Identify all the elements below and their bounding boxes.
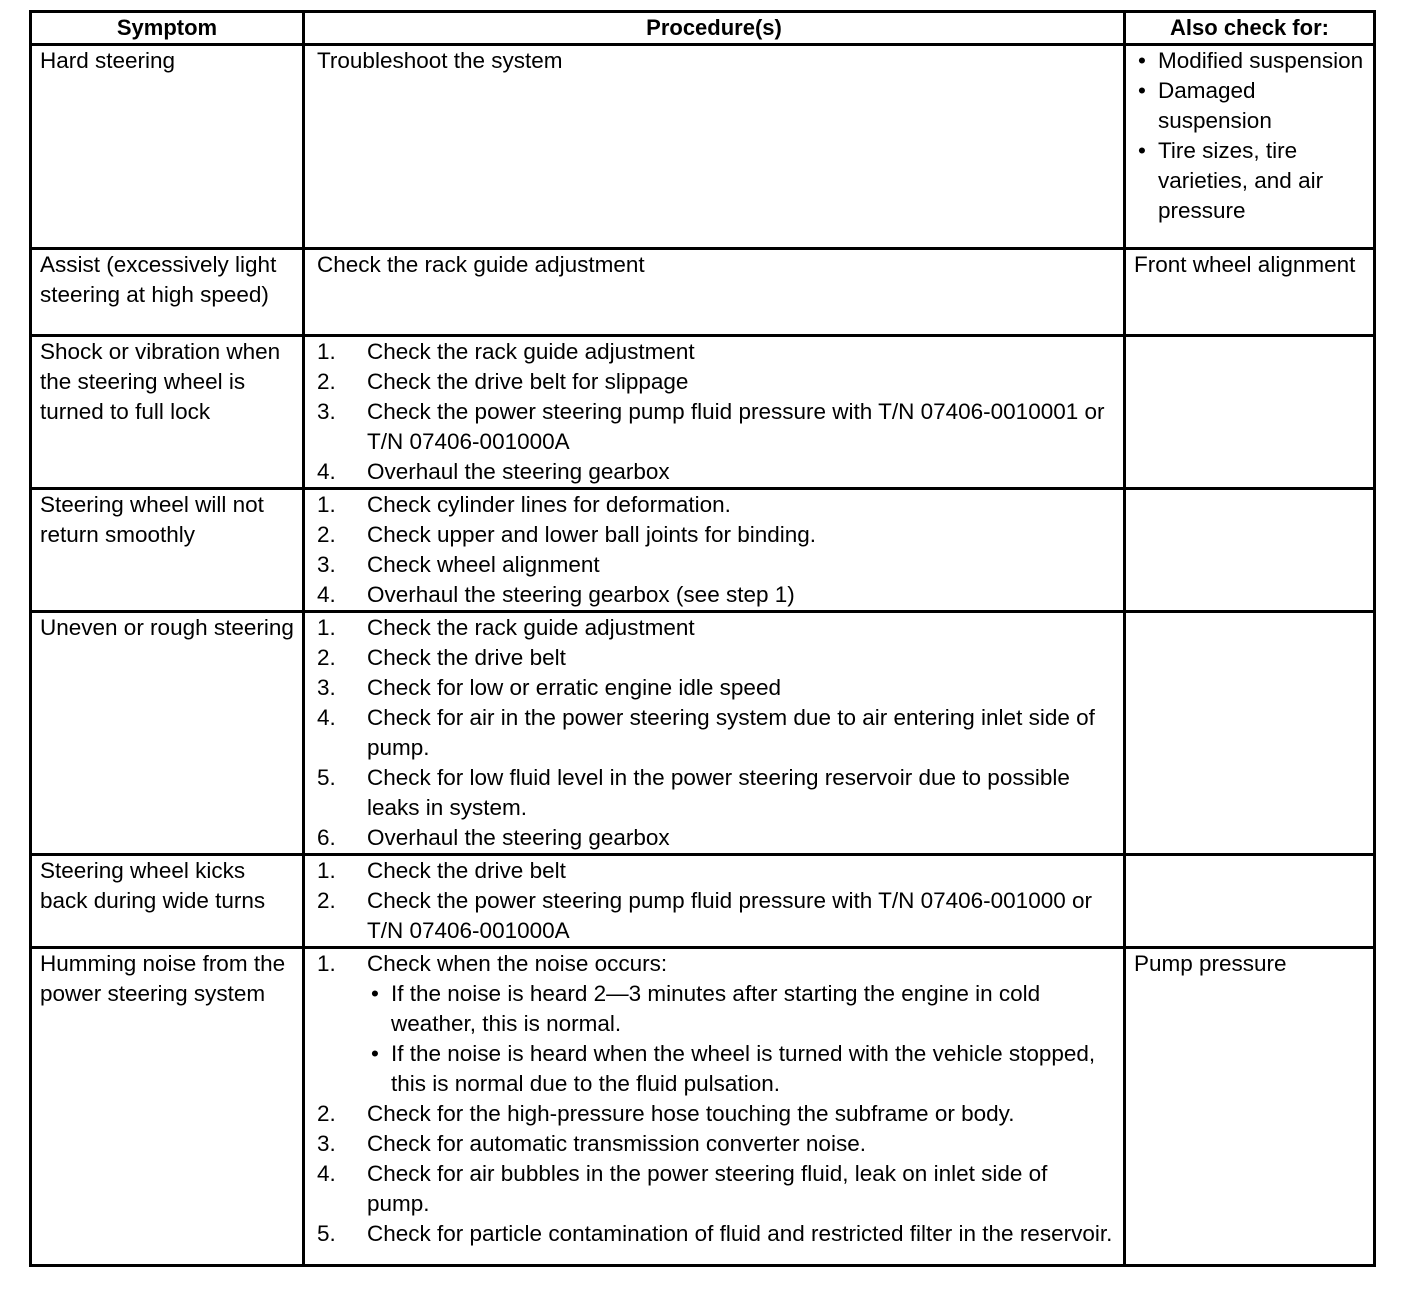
list-item: [317, 823, 1115, 853]
list-item: [317, 673, 1115, 703]
list-item: [317, 643, 1115, 673]
table-row: [31, 45, 1375, 249]
procedure-cell: [304, 489, 1125, 612]
step-number: 4.: [317, 705, 336, 730]
also-check-cell: Front wheel alignment: [1125, 249, 1375, 336]
step-text: Check for the high-pressure hose touching the subframe or body.: [367, 1101, 1015, 1126]
step-text: Check wheel alignment: [367, 552, 600, 577]
also-check-list: [1134, 46, 1365, 226]
step-text: Check for air bubbles in the power steering fluid, leak on inlet side of pump.: [367, 1161, 1048, 1216]
step-number: 2.: [317, 645, 336, 670]
list-item: • Damaged suspension: [1134, 76, 1365, 136]
step-text: Check the rack guide adjustment: [367, 615, 695, 640]
step-text: Check the power steering pump fluid pressure with T/N 07406-001000 or T/N 07406-001000A: [367, 888, 1092, 943]
step-text: Check for particle contamination of fluid and restricted filter in the reservoir.: [367, 1221, 1113, 1246]
list-item: [317, 337, 1115, 367]
table-row: [31, 489, 1375, 612]
step-number: 2.: [317, 369, 336, 394]
step-text: Overhaul the steering gearbox: [367, 459, 670, 484]
step-text: Check upper and lower ball joints for binding.: [367, 522, 817, 547]
list-item: [317, 490, 1115, 520]
step-number: 2.: [317, 1101, 336, 1126]
header-procedure: Procedure(s): [304, 12, 1125, 45]
step-text: Overhaul the steering gearbox (see step 1): [367, 582, 795, 607]
list-item: [317, 763, 1115, 823]
step-text: Check the drive belt: [367, 858, 566, 883]
step-text: Overhaul the steering gearbox: [367, 825, 670, 850]
table-row: [31, 948, 1375, 1266]
table-row: [31, 249, 1375, 336]
list-item: [317, 367, 1115, 397]
step-number: 4.: [317, 459, 336, 484]
procedure-cell: [304, 336, 1125, 489]
step-number: 2.: [317, 522, 336, 547]
list-item: [317, 457, 1115, 487]
step-number: 1.: [317, 951, 336, 976]
procedure-cell: [304, 855, 1125, 948]
list-item: [317, 580, 1115, 610]
step-number: 4.: [317, 582, 336, 607]
step-text: Check for low or erratic engine idle speed: [367, 675, 781, 700]
step-number: 3.: [317, 675, 336, 700]
step-number: 5.: [317, 1221, 336, 1246]
list-item: [317, 397, 1115, 457]
step-number: 6.: [317, 825, 336, 850]
list-item: [317, 1099, 1115, 1129]
list-item: [317, 949, 1115, 1099]
also-check-cell: [1125, 489, 1375, 612]
also-check-cell: [1125, 612, 1375, 855]
table-row: [31, 612, 1375, 855]
procedure-cell: [304, 948, 1125, 1266]
symptom-cell: Steering wheel kicks back during wide turns: [31, 855, 304, 948]
procedure-steps: [317, 490, 1115, 610]
table-row: [31, 336, 1375, 489]
step-text: Check for air in the power steering system due to air entering inlet side of pump.: [367, 705, 1095, 760]
also-check-cell: [1125, 855, 1375, 948]
procedure-cell: Troubleshoot the system: [304, 45, 1125, 249]
symptom-cell: Uneven or rough steering: [31, 612, 304, 855]
also-check-cell: [1125, 336, 1375, 489]
procedure-steps: [317, 949, 1115, 1249]
list-item: • If the noise is heard 2—3 minutes after starting the engine in cold weather, this is normal.: [367, 979, 1115, 1039]
header-also-check: Also check for:: [1125, 12, 1375, 45]
symptom-cell: Hard steering: [31, 45, 304, 249]
step-number: 4.: [317, 1161, 336, 1186]
step-text: Check the power steering pump fluid pressure with T/N 07406-0010001 or T/N 07406-001000A: [367, 399, 1105, 454]
table-row: [31, 855, 1375, 948]
step-text: Check the drive belt: [367, 645, 566, 670]
step-number: 1.: [317, 858, 336, 883]
procedure-cell: Check the rack guide adjustment: [304, 249, 1125, 336]
procedure-cell: [304, 612, 1125, 855]
step-text: Check when the noise occurs:: [367, 951, 668, 976]
list-item: [317, 1159, 1115, 1219]
step-text: Check the rack guide adjustment: [367, 339, 695, 364]
troubleshooting-table: [29, 10, 1376, 1267]
step-number: 3.: [317, 1131, 336, 1156]
list-item: [317, 856, 1115, 886]
symptom-cell: Humming noise from the power steering system: [31, 948, 304, 1266]
list-item: [317, 520, 1115, 550]
list-item: [317, 1129, 1115, 1159]
step-number: 3.: [317, 552, 336, 577]
list-item: [317, 550, 1115, 580]
step-number: 1.: [317, 615, 336, 640]
step-number: 5.: [317, 765, 336, 790]
list-item: • If the noise is heard when the wheel is turned with the vehicle stopped, this is normal due to the fluid pulsation.: [367, 1039, 1115, 1099]
step-text: Check for low fluid level in the power steering reservoir due to possible leaks in system.: [367, 765, 1070, 820]
list-item: [317, 613, 1115, 643]
step-text: Check cylinder lines for deformation.: [367, 492, 731, 517]
procedure-steps: [317, 856, 1115, 946]
symptom-cell: Steering wheel will not return smoothly: [31, 489, 304, 612]
procedure-steps: [317, 337, 1115, 487]
header-symptom: Symptom: [31, 12, 304, 45]
header-row: [31, 12, 1375, 45]
list-item: [317, 1219, 1115, 1249]
list-item: • Modified suspension: [1134, 46, 1365, 76]
step-text: Check for automatic transmission converter noise.: [367, 1131, 866, 1156]
step-text: Check the drive belt for slippage: [367, 369, 689, 394]
symptom-cell: Assist (excessively light steering at high speed): [31, 249, 304, 336]
list-item: • Tire sizes, tire varieties, and air pressure: [1134, 136, 1365, 226]
step-number: 2.: [317, 888, 336, 913]
sub-bullet-list: [367, 979, 1115, 1099]
step-number: 1.: [317, 339, 336, 364]
procedure-steps: [317, 613, 1115, 853]
also-check-cell: Pump pressure: [1125, 948, 1375, 1266]
symptom-cell: Shock or vibration when the steering wheel is turned to full lock: [31, 336, 304, 489]
list-item: [317, 703, 1115, 763]
step-number: 1.: [317, 492, 336, 517]
step-number: 3.: [317, 399, 336, 424]
list-item: [317, 886, 1115, 946]
also-check-cell: [1125, 45, 1375, 249]
